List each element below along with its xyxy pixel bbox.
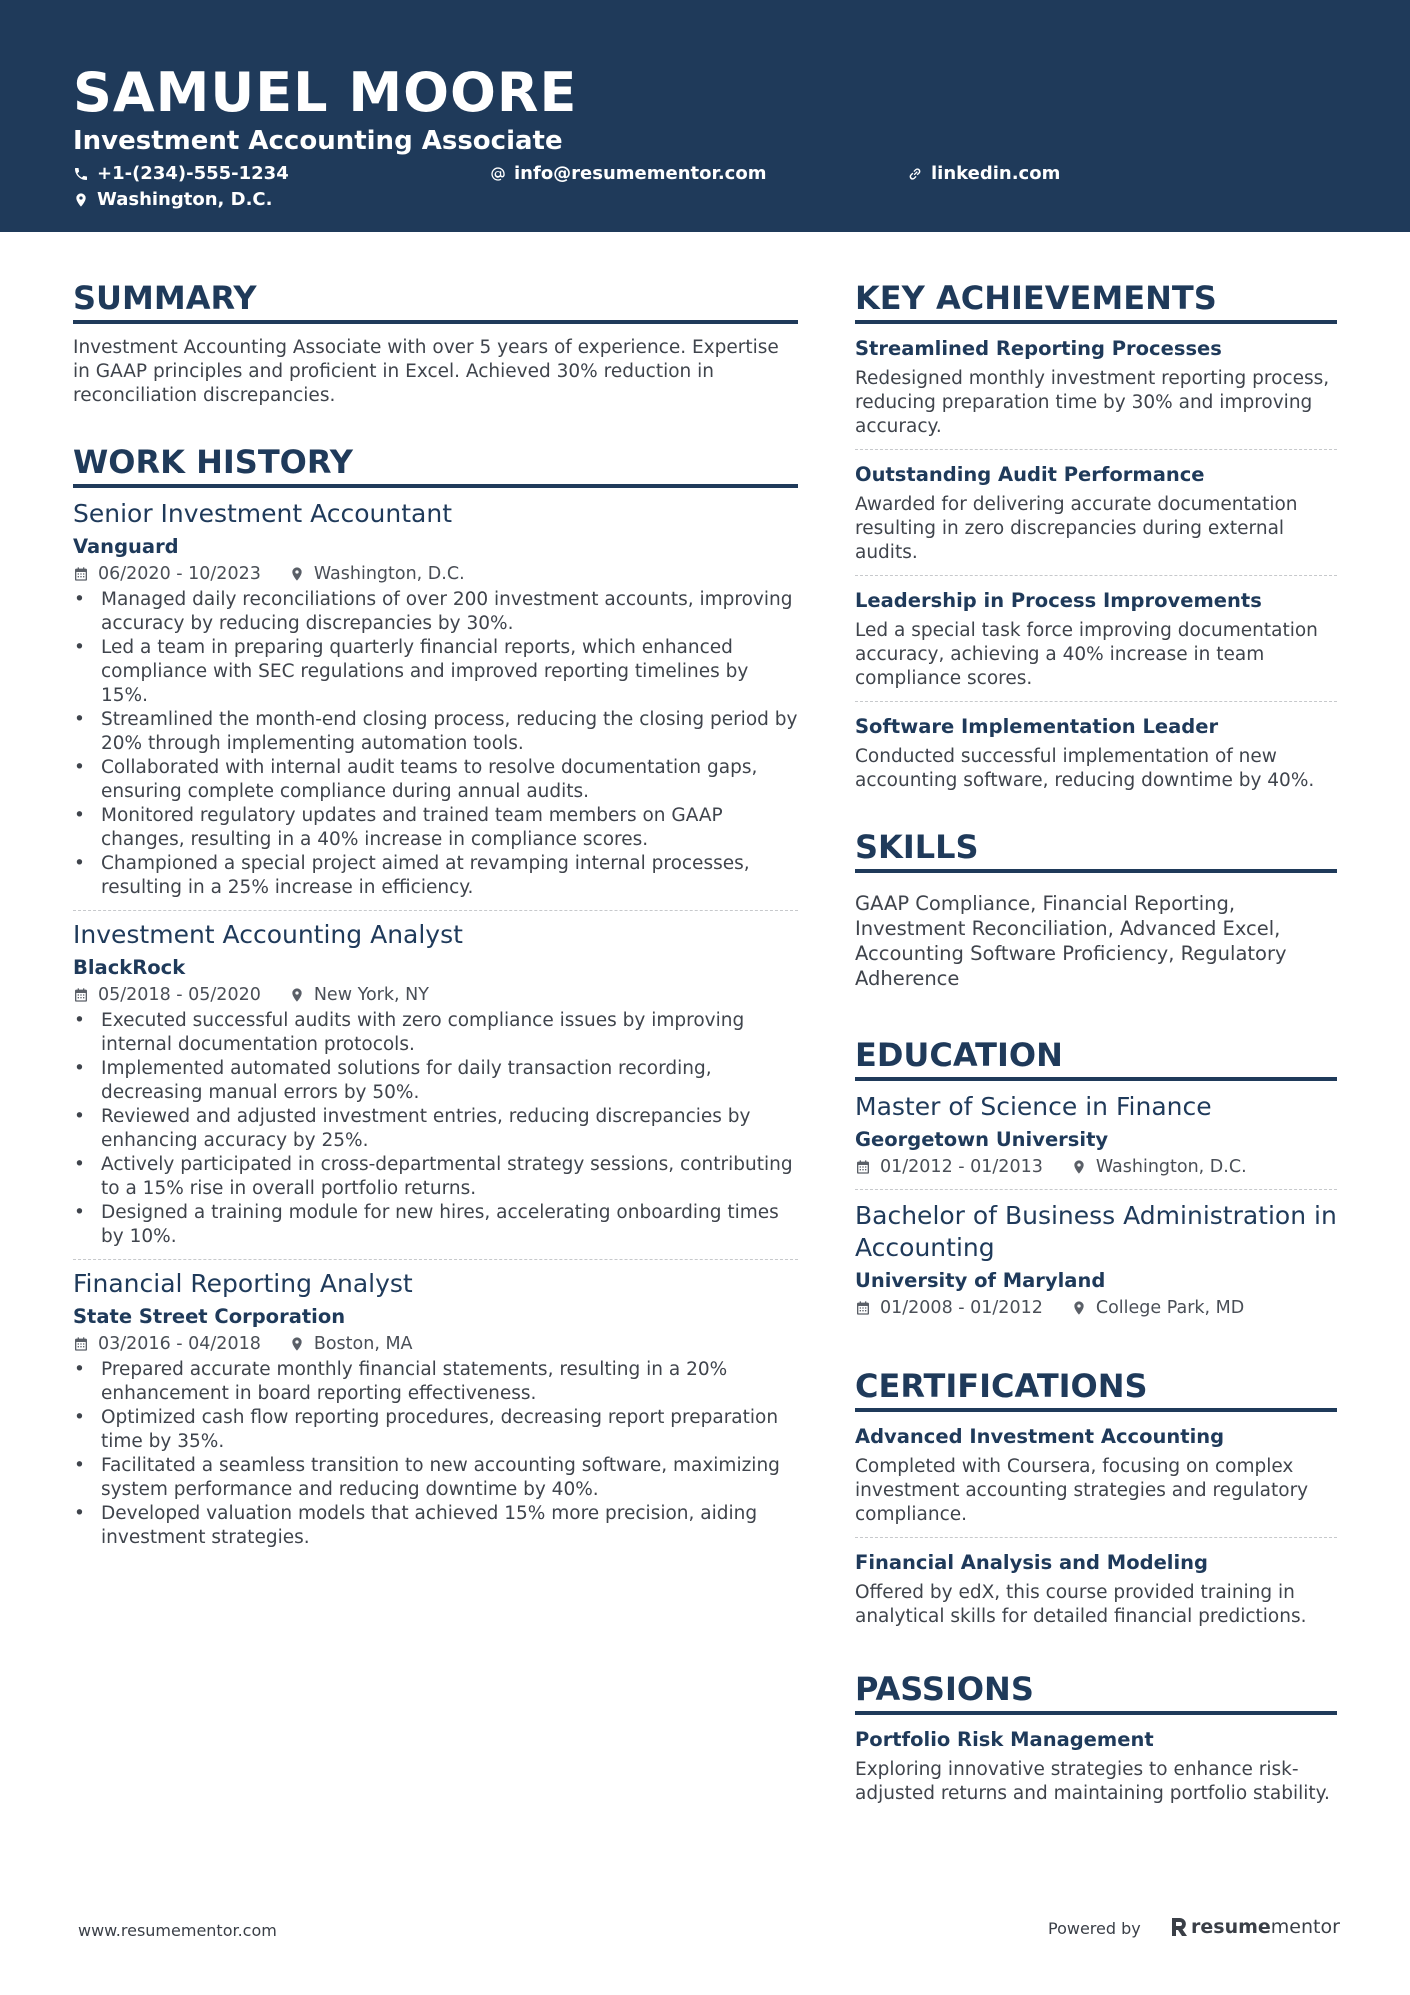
achievement-item [855,462,1337,575]
list-item: • Designed a training module for new hires, accelerating onboarding times by 10%. [73,1201,798,1249]
job-title: Senior Investment Accountant [73,499,453,528]
job-meta [73,1332,798,1356]
list-item: • Led a team in preparing quarterly financial reports, which enhanced compliance with SEC regulations and improved reporting timelines by 15%. [73,636,798,708]
resume-header [0,0,1410,232]
footer-website[interactable]: www.resumementor.com [78,1921,277,1940]
passions-heading: PASSIONS [855,1671,1337,1715]
job-meta [73,562,798,586]
school-name: Georgetown University [855,1128,1109,1151]
linkedin-text: linkedin.com [931,163,1061,184]
achievement-text: Awarded for delivering accurate documentation resulting in zero discrepancies during external audits. [855,494,1298,563]
list-item: • Championed a special project aimed at revamping internal processes, resulting in a 25% increase in efficiency. [73,852,798,900]
divider [855,575,1337,576]
right-column [855,280,1337,1806]
contact-location [73,188,272,212]
location-pin-icon [73,192,89,208]
divider [855,1537,1337,1538]
divider [73,910,798,911]
passion-item [855,1727,1337,1806]
education-location-text: College Park, MD [1095,1298,1245,1318]
education-heading: EDUCATION [855,1037,1337,1081]
job-entry [73,498,798,910]
job-location [289,1332,413,1356]
key-achievements-heading: KEY ACHIEVEMENTS [855,280,1337,324]
passion-title: Portfolio Risk Management [855,1728,1154,1751]
divider [73,1259,798,1260]
candidate-name: SAMUEL MOORE [73,61,578,124]
list-item: • Reviewed and adjusted investment entries, reducing discrepancies by enhancing accuracy by 25%. [73,1105,798,1153]
at-icon [490,166,506,182]
certification-text: Offered by edX, this course provided training in analytical skills for detailed financial predictions. [855,1582,1307,1627]
achievement-item [855,588,1337,701]
list-item: • Developed valuation models that achieved 15% more precision, aiding investment strategies. [73,1502,798,1550]
job-location [289,562,465,586]
resumementor-logo-icon [1170,1917,1188,1937]
job-title: Investment Accounting Analyst [73,920,463,949]
education-location-text: Washington, D.C. [1095,1157,1247,1177]
list-item: • Executed successful audits with zero compliance issues by improving internal documentation protocols. [73,1009,798,1057]
education-location [1071,1296,1244,1320]
list-item: • Actively participated in cross-departmental strategy sessions, contributing to a 15% rise in overall portfolio returns. [73,1153,798,1201]
education-item [855,1091,1337,1189]
education-meta [855,1155,1337,1179]
job-dates: 03/2016 - 04/2018 [98,1334,261,1354]
education-location [1071,1155,1247,1179]
degree-title: Bachelor of Business Administration in Accounting [855,1201,1337,1262]
achievement-text: Led a special task force improving documentation accuracy, achieving a 40% increase in team compliance scores. [855,620,1318,689]
job-location-text: Washington, D.C. [313,564,465,584]
calendar-icon [855,1159,871,1175]
calendar-icon [855,1300,871,1316]
job-location-text: New York, NY [313,985,429,1005]
work-history-heading: WORK HISTORY [73,444,798,488]
location-pin-icon [289,566,305,582]
brand-name-light: mentor [1270,1916,1340,1938]
job-title: Financial Reporting Analyst [73,1269,413,1298]
divider [855,701,1337,702]
summary-heading: SUMMARY [73,280,798,324]
achievement-text: Conducted successful implementation of new accounting software, reducing downtime by 40%. [855,746,1315,791]
skills-heading: SKILLS [855,829,1337,873]
list-item: • Optimized cash flow reporting procedures, decreasing report preparation time by 35%. [73,1406,798,1454]
certifications-heading: CERTIFICATIONS [855,1368,1337,1412]
location-pin-icon [289,1336,305,1352]
job-location-text: Boston, MA [313,1334,413,1354]
achievement-item [855,714,1337,793]
education-dates: 01/2012 - 01/2013 [880,1157,1043,1177]
divider [855,449,1337,450]
calendar-icon [73,566,89,582]
phone-icon [73,166,89,182]
job-bullets [73,1358,798,1550]
footer-powered-by: Powered by [1048,1919,1141,1938]
passion-text: Exploring innovative strategies to enhance risk-adjusted returns and maintaining portfolio stability. [855,1759,1330,1804]
phone-text: +1-(234)-555-1234 [97,163,289,184]
contact-phone [73,162,289,186]
summary-text: Investment Accounting Associate with over 5 years of experience. Expertise in GAAP principles and proficient in Excel. Achieved 30% reduction in reconciliation discrepancies. [73,337,779,406]
education-item [855,1200,1337,1320]
job-bullets [73,1009,798,1249]
achievement-item [855,336,1337,449]
list-item: • Streamlined the month-end closing process, reducing the closing period by 20% through implementing automation tools. [73,708,798,756]
contact-email[interactable] [490,162,766,186]
certification-item [855,1424,1337,1537]
company-name: Vanguard [73,535,179,558]
job-entry [73,1268,798,1550]
email-text: info@resumementor.com [514,163,767,184]
education-dates: 01/2008 - 01/2012 [880,1298,1043,1318]
candidate-role: Investment Accounting Associate [73,126,563,156]
certification-title: Advanced Investment Accounting [855,1425,1225,1448]
contact-linkedin[interactable] [907,162,1060,186]
list-item: • Implemented automated solutions for daily transaction recording, decreasing manual errors by 50%. [73,1057,798,1105]
job-entry [73,919,798,1259]
list-item: • Facilitated a seamless transition to new accounting software, maximizing system performance and reducing downtime by 40%. [73,1454,798,1502]
location-pin-icon [1071,1300,1087,1316]
school-name: University of Maryland [855,1269,1106,1292]
achievement-title: Leadership in Process Improvements [855,589,1262,612]
company-name: BlackRock [73,956,186,979]
achievement-title: Outstanding Audit Performance [855,463,1205,486]
footer-brand-logo[interactable] [1170,1914,1340,1940]
achievement-text: Redesigned monthly investment reporting process, reducing preparation time by 30% and improving accuracy. [855,368,1330,437]
certification-title: Financial Analysis and Modeling [855,1551,1208,1574]
company-name: State Street Corporation [73,1305,346,1328]
calendar-icon [73,1336,89,1352]
link-icon [907,166,923,182]
job-location [289,983,429,1007]
location-pin-icon [289,987,305,1003]
job-dates: 05/2018 - 05/2020 [98,985,261,1005]
location-pin-icon [1071,1159,1087,1175]
achievement-title: Streamlined Reporting Processes [855,337,1222,360]
list-item: • Collaborated with internal audit teams to resolve documentation gaps, ensuring complete compliance during annual audits. [73,756,798,804]
list-item: • Managed daily reconciliations of over 200 investment accounts, improving accuracy by reducing discrepancies by 30%. [73,588,798,636]
job-meta [73,983,798,1007]
brand-name-bold: resume [1191,1916,1271,1938]
certification-text: Completed with Coursera, focusing on complex investment accounting strategies and regulatory compliance. [855,1456,1309,1525]
list-item: • Monitored regulatory updates and trained team members on GAAP changes, resulting in a 40% increase in compliance scores. [73,804,798,852]
calendar-icon [73,987,89,1003]
degree-title: Master of Science in Finance [855,1092,1212,1121]
job-dates: 06/2020 - 10/2023 [98,564,261,584]
job-bullets [73,588,798,900]
list-item: • Prepared accurate monthly financial statements, resulting in a 20% enhancement in board reporting effectiveness. [73,1358,798,1406]
skills-text: GAAP Compliance, Financial Reporting, Investment Reconciliation, Advanced Excel, Accounting Software Proficiency, Regulatory Adherence [855,892,1287,990]
achievement-title: Software Implementation Leader [855,715,1219,738]
location-text: Washington, D.C. [97,189,273,210]
divider [855,1189,1337,1190]
left-column [73,280,798,1550]
certification-item [855,1550,1337,1629]
education-meta [855,1296,1337,1320]
